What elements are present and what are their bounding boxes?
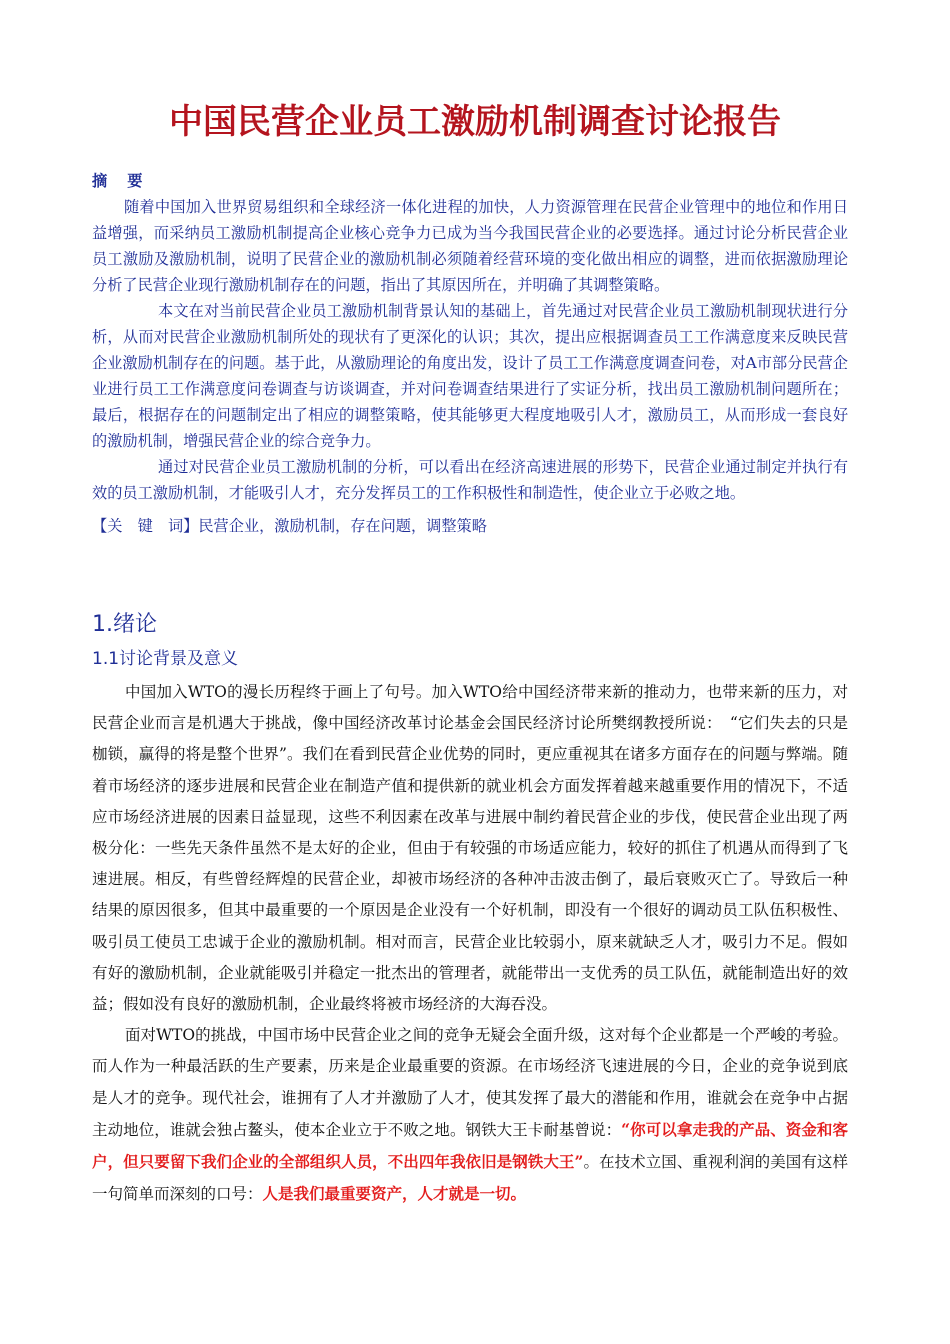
body-paragraph-2 xyxy=(92,1020,848,1210)
carnegie-quote: “你可以拿走我的产品、资金和客户，但只要留下我们企业的全部组织人员，不出四年我依旧是钢铁大王” xyxy=(92,1119,848,1172)
body-paragraph-2-start: 面对WTO的挑战，中国市场中民营企业之间的竞争无疑会全面升级，这对每个企业都是一个严峻的考验。而人作为一种最活跃的生产要素，历来是企业最重要的资源。在市场经济飞速进展的今日，企业的竞争说到底是人才的竞争。现代社会，谁拥有了人才并激励了人才，使其发挥了最大的潜能和作用，谁就会在竞争中占据主动地位，谁就会独占鳌头，使本企业立于不败之地。钢铁大王卡耐基曾说： xyxy=(92,1026,848,1139)
abstract-section xyxy=(92,168,848,539)
slogan-highlight: 人是我们最重要资产，人才就是一切。 xyxy=(262,1184,527,1204)
keywords-label: 【关 键 词】 xyxy=(92,517,199,535)
subsection-heading: 1.1讨论背景及意义 xyxy=(92,649,239,669)
abstract-paragraph-1: 随着中国加入世界贸易组织和全球经济一体化进程的加快，人力资源管理在民营企业管理中的地位和作用日益增强，而采纳员工激励机制提高企业核心竞争力已成为当今我国民营企业的必要选择。通过讨论分析民营企业员工激励及激励机制，说明了民营企业的激励机制必须随着经营环境的变化做出相应的调整，进而依据激励理论分析了民营企业现行激励机制存在的问题，指出了其原因所在，并明确了其调整策略。 xyxy=(92,198,848,294)
body-paragraph-1: 中国加入WTO的漫长历程终于画上了句号。加入WTO给中国经济带来新的推动力，也带来新的压力，对民营企业而言是机遇大于挑战，像中国经济改革讨论基金会国民经济讨论所樊纲教授所说： “它们失去的只是枷锁，赢得的将是整个世界”。我们在看到民营企业优势的同时，更应重视其在诸多方面存在的问题与弊端。随着市场经济的逐步进展和民营企业在制造产值和提供新的就业机会方面发挥着越来越重要作用的情况下，不适应市场经济进展的因素日益显现，这些不利因素在改革与进展中制约着民营企业的步伐，使民营企业出现了两极分化：一些先天条件虽然不是太好的企业，但由于有较强的市场适应能力，较好的抓住了机遇从而得到了飞速进展。相反，有些曾经辉煌的民营企业，却被市场经济的各种冲击波击倒了，最后衰败灭亡了。导致后一种结果的原因很多，但其中最重要的一个原因是企业没有一个好机制，即没有一个很好的调动员工队伍积极性、吸引员工使员工忠诚于企业的激励机制。相对而言，民营企业比较弱小，原来就缺乏人才，吸引力不足。假如有好的激励机制，企业就能吸引并稳定一批杰出的管理者，就能带出一支优秀的员工队伍，就能制造出好的效益；假如没有良好的激励机制，企业最终将被市场经济的大海吞没。 xyxy=(92,683,848,1014)
body-paragraph-2-mid: 。在技术立国、重视利润的美国有这样一句简单而深刻的口号： xyxy=(92,1153,848,1204)
abstract-paragraph-3: 通过对民营企业员工激励机制的分析，可以看出在经济高速进展的形势下，民营企业通过制定并执行有效的员工激励机制，才能吸引人才，充分发挥员工的工作积极性和制造性，使企业立于必败之地。 xyxy=(92,458,848,502)
page-title: 中国民营企业员工激励机制调查讨论报告 xyxy=(169,102,781,142)
section-heading: 1.绪论 xyxy=(92,612,157,637)
body-text xyxy=(92,677,848,1210)
keywords-value: 民营企业，激励机制，存在问题，调整策略 xyxy=(198,517,487,535)
abstract-label: 摘要 xyxy=(92,172,163,190)
abstract-paragraph-2: 本文在对当前民营企业员工激励机制背景认知的基础上，首先通过对民营企业员工激励机制现状进行分析，从而对民营企业激励机制所处的现状有了更深化的认识；其次，提出应根据调查员工工作满意度来反映民营企业激励机制存在的问题。基于此，从激励理论的角度出发，设计了员工工作满意度调查问卷，对A市部分民营企业进行员工工作满意度问卷调查与访谈调查，并对问卷调查结果进行了实证分析，找出员工激励机制问题所在；最后，根据存在的问题制定出了相应的调整策略，使其能够更大程度地吸引人才，激励员工，从而形成一套良好的激励机制，增强民营企业的综合竞争力。 xyxy=(92,302,848,450)
keywords-line xyxy=(92,513,848,539)
